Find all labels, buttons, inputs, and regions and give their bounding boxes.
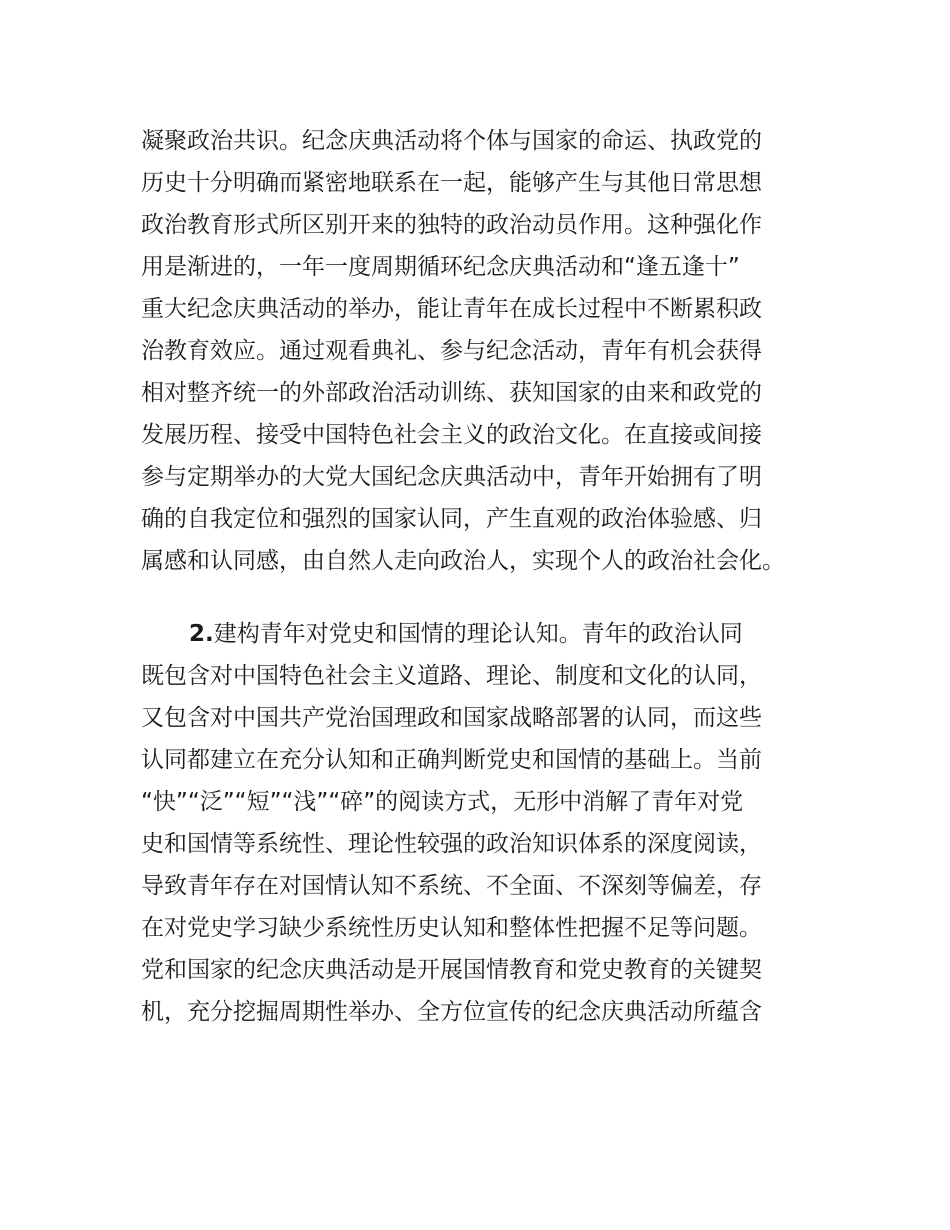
- paragraph1-line: 相对整齐统一的外部政治活动训练、获知国家的由来和政党的: [141, 380, 762, 406]
- paragraph2-line: 在对党史学习缺少系统性历史认知和整体性把握不足等问题。: [141, 915, 762, 941]
- paragraph2-line: “快”“泛”“短”“浅”“碎”的阅读方式，无形中消解了青年对党: [141, 789, 744, 815]
- paragraph1-line: 确的自我定位和强烈的国家认同，产生直观的政治体验感、归: [141, 506, 762, 532]
- paragraph2-line: 导致青年存在对国情认知不系统、不全面、不深刻等偏差，存: [141, 873, 762, 899]
- paragraph2-heading-text: 建构青年对党史和国情的理论认知。青年的政治认同: [213, 621, 743, 647]
- paragraph2-line: 机，充分挖掘周期性举办、全方位宣传的纪念庆典活动所蕴含: [141, 999, 762, 1025]
- paragraph1-line: 历史十分明确而紧密地联系在一起，能够产生与其他日常思想: [141, 170, 762, 196]
- paragraph2-first-line: [189, 615, 829, 653]
- section-number: 2.: [189, 621, 214, 647]
- paragraph1-line: 凝聚政治共识。纪念庆典活动将个体与国家的命运、执政党的: [141, 128, 762, 154]
- paragraph1-line: 重大纪念庆典活动的举办，能让青年在成长过程中不断累积政: [141, 296, 762, 322]
- paragraph1-line: 发展历程、接受中国特色社会主义的政治文化。在直接或间接: [141, 422, 762, 448]
- paragraph2-line: 史和国情等系统性、理论性较强的政治知识体系的深度阅读，: [141, 831, 762, 857]
- paragraph1-line: 治教育效应。通过观看典礼、参与纪念活动，青年有机会获得: [141, 338, 762, 364]
- paragraph2-line: 又包含对中国共产党治国理政和国家战略部署的认同，而这些: [141, 705, 762, 731]
- paragraph1-line: 用是渐进的，一年一度周期循环纪念庆典活动和“逢五逢十”: [141, 254, 740, 280]
- paragraph1-line: 政治教育形式所区别开来的独特的政治动员作用。这种强化作: [141, 212, 762, 238]
- paragraph1-line: 属感和认同感，由自然人走向政治人，实现个人的政治社会化。: [141, 548, 785, 574]
- paragraph2-line: 党和国家的纪念庆典活动是开展国情教育和党史教育的关键契: [141, 957, 762, 983]
- paragraph2-line: 既包含对中国特色社会主义道路、理论、制度和文化的认同，: [141, 663, 762, 689]
- paragraph1-line: 参与定期举办的大党大国纪念庆典活动中，青年开始拥有了明: [141, 464, 762, 490]
- paragraph2-line: 认同都建立在充分认知和正确判断党史和国情的基础上。当前: [141, 747, 762, 773]
